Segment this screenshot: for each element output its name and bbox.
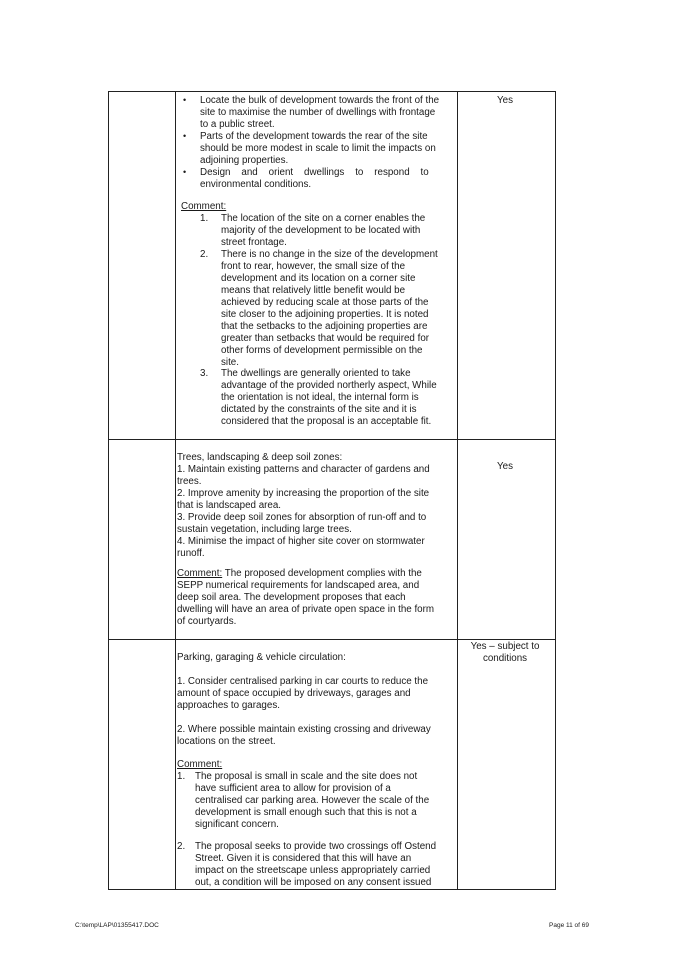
text-line: impact on the streetscape unless appropriately carried [195,865,431,876]
text-line: greater than setbacks that would be required for [221,333,430,344]
comment-number: 2. [177,841,186,852]
row-divider [109,639,555,640]
text-line: SEPP numerical requirements for landscaped area, and [177,580,420,591]
comment-block [177,568,462,628]
text-line: 3. Provide deep soil zones for absorption of run-off and to [177,512,427,523]
section-heading: Parking, garaging & vehicle circulation: [177,652,346,663]
text-line: front to rear, however, the small size of the [221,261,406,272]
text-line: amount of space occupied by driveways, garages and [177,688,411,699]
text-line: development is small enough such that this is not a [195,807,417,818]
text-line: The location of the site on a corner enables the [221,213,426,224]
comment-item [195,771,460,831]
text-line: out, a condition will be imposed on any consent issued [195,877,432,888]
column-divider [175,92,176,889]
text-line: site to maximise the number of dwellings with frontage [200,107,436,118]
text-line: that is landscaped area. [177,500,282,511]
text-line: There is no change in the size of the development [221,249,438,260]
text-line: site closer to the adjoining properties. It is noted [221,309,429,320]
comment-item [221,249,461,369]
text-line: should be more modest in scale to limit the impacts on [200,143,436,154]
text-line: means that relatively little benefit would be [221,285,406,296]
text-line: Parts of the development towards the rear of the site [200,131,428,142]
comment-label: Comment: [177,568,223,579]
column-divider [457,92,458,889]
text-line: locations on the street. [177,736,276,747]
text-line: trees. [177,476,202,487]
file-path: C:\temp\LAP\01355417.DOC [75,922,159,929]
text-line: development and its location on a corner site [221,273,416,284]
text-line: The proposed development complies with the [222,568,422,579]
bullet-item [200,167,460,191]
text-line: centralised car parking area. However the scale of the [195,795,430,806]
comment-number: 1. [200,213,209,224]
comment-item [221,213,461,249]
text-line: the orientation is not ideal, the internal form is [221,392,419,403]
text-line: The proposal seeks to provide two crossings off Ostend [195,841,437,852]
text-line: approaches to garages. [177,700,280,711]
text-line: Design and orient dwellings to respond to [200,167,429,178]
text-line: 1. Maintain existing patterns and character of gardens and [177,464,430,475]
page-number: Page 11 of 69 [549,922,589,929]
control-text [177,724,462,748]
text-line: conditions [482,653,528,664]
text-line: to a public street. [200,119,275,130]
text-line: advantage of the provided northerly aspect, While [221,380,437,391]
text-line: street frontage. [221,237,287,248]
text-line: dwelling will have an area of private open space in the form [177,604,435,615]
status-compliance [457,641,553,665]
bullet-icon: • [183,167,187,177]
text-line: Trees, landscaping & deep soil zones: [177,452,343,463]
comment-item [221,368,461,428]
text-line: 1. Consider centralised parking in car courts to reduce the [177,676,429,687]
control-text [177,452,457,560]
bullet-icon: • [183,131,187,141]
status-compliance: Yes [497,461,513,472]
control-text [177,676,462,712]
text-line: runoff. [177,548,205,559]
text-line: Yes – subject to [470,641,540,652]
text-line: Locate the bulk of development towards the front of the [200,95,440,106]
bullet-item [200,95,460,131]
text-line: The proposal is small in scale and the site does not [195,771,418,782]
text-line: that the setbacks to the adjoining properties are [221,321,428,332]
text-line: of courtyards. [177,616,237,627]
text-line: deep soil area. The development proposes that each [177,592,406,603]
text-line: The dwellings are generally oriented to take [221,368,411,379]
bullet-icon: • [183,95,187,105]
text-line: have sufficient area to allow for provision of a [195,783,391,794]
text-line: considered that the proposal is an acceptable fit. [221,416,432,427]
status-compliance: Yes [497,95,513,106]
comment-number: 2. [200,249,209,260]
text-line: 4. Minimise the impact of higher site cover on stormwater [177,536,425,547]
text-line: environmental conditions. [200,179,312,190]
text-line: 2. Improve amenity by increasing the proportion of the site [177,488,430,499]
text-line: dictated by the constraints of the site and it is [221,404,417,415]
comment-number: 1. [177,771,186,782]
comment-number: 3. [200,368,209,379]
text-line: achieved by reducing scale at those parts of the [221,297,429,308]
text-line: majority of the development to be located with [221,225,421,236]
comment-label: Comment: [181,201,227,212]
comment-item [195,841,460,889]
row-divider [109,439,555,440]
text-line: site. [221,357,239,368]
text-line: sustain vegetation, including large trees. [177,524,352,535]
text-line: adjoining properties. [200,155,289,166]
text-line: Street. Given it is considered that this will have an [195,853,412,864]
text-line: other forms of development permissible on the [221,345,423,356]
bullet-item [200,131,460,167]
text-line: significant concern. [195,819,279,830]
text-line: 2. Where possible maintain existing crossing and driveway [177,724,431,735]
comment-label: Comment: [177,759,223,770]
